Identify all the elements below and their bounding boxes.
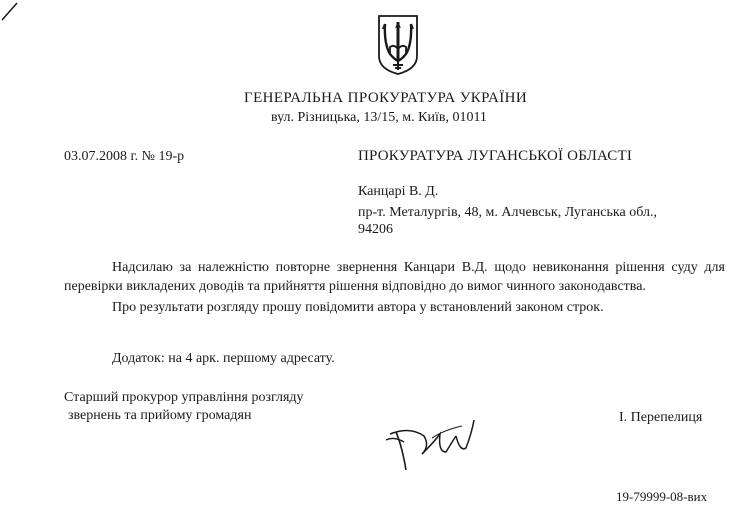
- signer-position-line-1: Старший прокурор управління розгляду: [64, 390, 304, 405]
- signer-name: І. Перепелиця: [619, 410, 703, 425]
- document-date-number: 03.07.2008 г. № 19-р: [64, 149, 185, 164]
- recipient-organization: ПРОКУРАТУРА ЛУГАНСЬКОЇ ОБЛАСТІ: [358, 148, 633, 164]
- body-paragraph-1: Надсилаю за належністю повторне звернення Канцари В.Д. щодо невиконання рішення суду для перевірки викладених доводів та прийняття рішення відповідно до вимог чинного законодавства.: [64, 260, 725, 294]
- recipient-name: Канцарі В. Д.: [358, 184, 439, 199]
- issuer-organization-title: ГЕНЕРАЛЬНА ПРОКУРАТУРА УКРАЇНИ: [244, 90, 528, 106]
- attachment-note: Додаток: на 4 арк. першому адресату.: [112, 351, 335, 366]
- handwritten-signature-icon: [372, 412, 488, 472]
- recipient-postal-code: 94206: [358, 222, 393, 237]
- corner-pen-mark: [0, 0, 20, 24]
- recipient-address: пр-т. Металургів, 48, м. Алчевськ, Луганська обл.,: [358, 205, 657, 220]
- body-paragraph-2: Про результати розгляду прошу повідомити автора у встановлений законом строк.: [112, 300, 604, 315]
- signer-position-line-2: звернень та прийому громадян: [68, 408, 252, 423]
- trident-coat-of-arms-icon: [376, 14, 420, 76]
- issuer-address: вул. Різницька, 13/15, м. Київ, 01011: [271, 110, 487, 125]
- letter-body: [64, 258, 725, 317]
- outgoing-document-number: 19-79999-08-вих: [616, 489, 708, 504]
